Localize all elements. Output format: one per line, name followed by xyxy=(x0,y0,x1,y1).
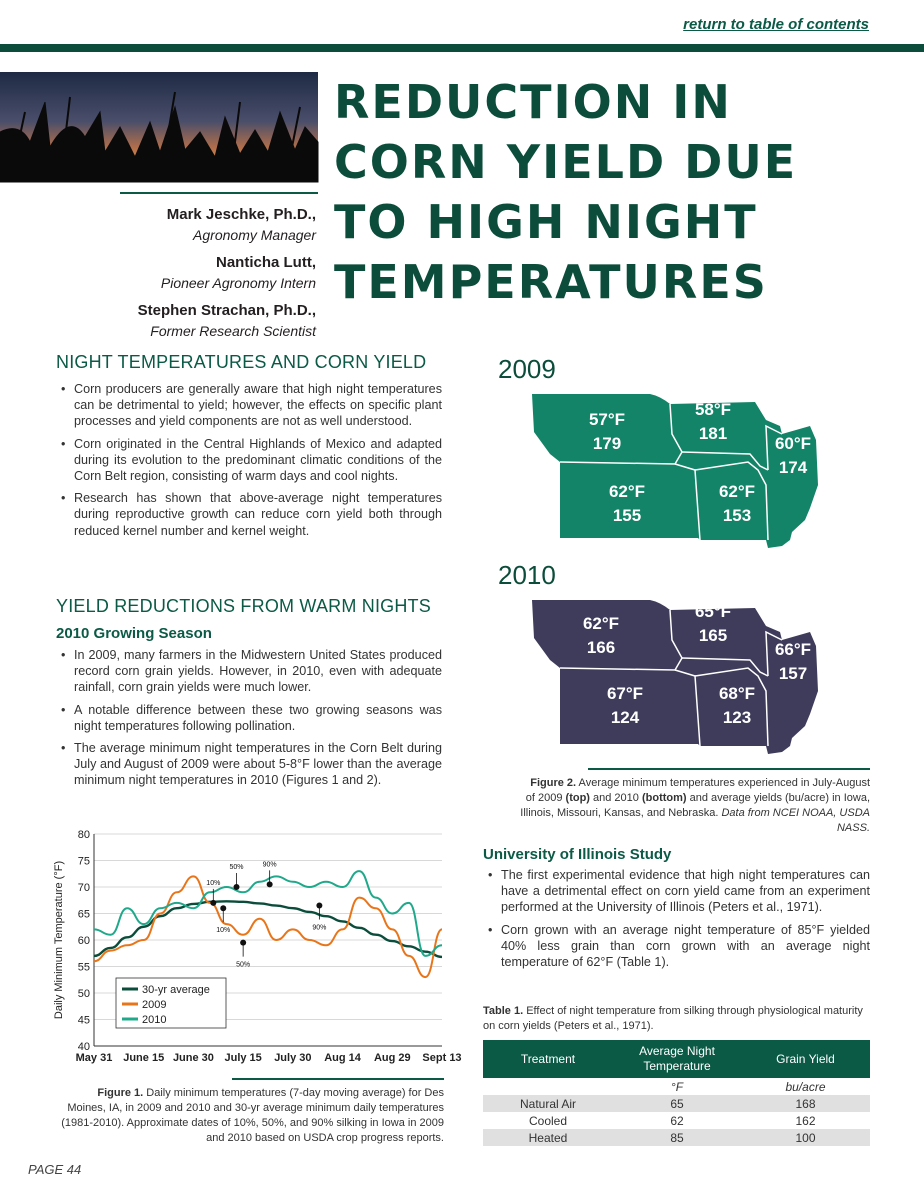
list-item: • A notable difference between these two growing seasons was night temperatures following pollination. xyxy=(56,702,442,734)
list-item: • The average minimum night temperatures in the Corn Belt during July and August of 2009 were about 5-8°F lower than the average minimum night temperatures in 2010 (Figures 1 and 2). xyxy=(56,740,442,789)
table-cell: 100 xyxy=(741,1129,870,1146)
title-line: TEMPERATURES xyxy=(334,255,768,309)
table-row xyxy=(483,1078,870,1095)
silking-label: 50% xyxy=(236,961,251,969)
table-cell: Heated xyxy=(483,1129,613,1146)
state-temp: 67°F xyxy=(606,684,644,703)
table-cell: Cooled xyxy=(528,1113,568,1128)
x-tick-label: June 30 xyxy=(172,1052,214,1064)
state-temp: 60°F xyxy=(774,434,812,453)
section-night-temperatures xyxy=(56,352,442,545)
return-to-toc-link[interactable]: return to table of contents xyxy=(683,16,869,33)
figure1-caption-rule xyxy=(232,1078,444,1080)
title-line: CORN YIELD DUE xyxy=(334,135,798,189)
table-cell: 168 xyxy=(741,1095,870,1112)
state-temp: 65°F xyxy=(694,602,732,621)
x-tick-label: June 15 xyxy=(123,1052,165,1064)
author-role: Pioneer Agronomy Intern xyxy=(160,275,316,291)
state-temp: 58°F xyxy=(694,400,732,419)
list-item: • Corn grown with an average night temperature of 85°F yielded 40% less grain than corn grown with an average night temperature of 62°F (Table 1). xyxy=(483,922,870,971)
table-cell xyxy=(483,1078,613,1095)
map-2009-year: 2009 xyxy=(498,354,556,384)
author-rule xyxy=(120,192,318,194)
author-name: Stephen Strachan, Ph.D., xyxy=(137,302,316,319)
author-role: Former Research Scientist xyxy=(150,323,316,339)
table-cell: 65 xyxy=(613,1095,741,1112)
table-row xyxy=(483,1129,870,1146)
table-header: Average Night Temperature xyxy=(613,1040,741,1078)
table-cell: °F xyxy=(670,1079,684,1094)
caption-text: and average yields (bu/acre) in Iowa, Illinois, Missouri, Kansas, and Nebraska. xyxy=(520,792,870,819)
table1-caption xyxy=(483,1004,873,1034)
legend-label: 30-yr average xyxy=(142,984,210,996)
silking-label: 50% xyxy=(229,864,244,871)
x-tick-label: May 31 xyxy=(75,1052,113,1064)
state-yield: 179 xyxy=(592,434,622,453)
state-yield: 166 xyxy=(586,638,616,657)
caption-bold: (bottom) xyxy=(641,792,687,804)
page-number: PAGE 44 xyxy=(28,1162,82,1177)
figure1-caption xyxy=(56,1086,444,1146)
state-yield: 153 xyxy=(722,506,752,525)
state-yield: 123 xyxy=(722,708,752,727)
author-list xyxy=(120,204,316,348)
author-role: Agronomy Manager xyxy=(193,227,316,243)
table-header: Treatment xyxy=(483,1040,613,1078)
state-yield: 174 xyxy=(778,458,808,477)
section-heading: YIELD REDUCTIONS FROM WARM NIGHTS xyxy=(56,596,431,616)
y-axis-label: Daily Minimum Temperature (°F) xyxy=(53,860,65,1020)
caption-text: Effect of night temperature from silking through physiological maturity on corn yields (Peters et al., 1971). xyxy=(483,1005,863,1032)
legend-label: 2010 xyxy=(142,1014,167,1026)
figure2-caption-rule xyxy=(588,768,870,770)
list-item: • Corn originated in the Central Highlands of Mexico and adapted during its evolution to the predominant climatic conditions of the Corn Belt region, consisting of warm days and cool nights. xyxy=(56,436,442,485)
cornfield-sunset-photo xyxy=(0,72,318,182)
state-yield: 165 xyxy=(698,626,728,645)
x-tick-label: Sept 13 xyxy=(422,1052,462,1064)
x-tick-label: Aug 29 xyxy=(373,1052,411,1064)
x-tick-label: July 15 xyxy=(224,1052,262,1064)
y-tick-label: 45 xyxy=(77,1014,90,1027)
y-tick-label: 80 xyxy=(77,829,90,841)
table-row xyxy=(483,1095,870,1112)
silking-label: 90% xyxy=(312,924,327,932)
table-header: Grain Yield xyxy=(741,1040,870,1078)
section-heading: NIGHT TEMPERATURES AND CORN YIELD xyxy=(56,352,427,372)
page-title xyxy=(334,72,914,312)
state-temp: 62°F xyxy=(582,614,620,633)
figure1-chart xyxy=(44,826,462,1071)
silking-label: 10% xyxy=(206,879,221,887)
y-tick-label: 70 xyxy=(77,882,90,894)
y-tick-label: 65 xyxy=(77,908,90,921)
list-item: • Research has shown that above-average night temperatures during reproductive growth can reduce corn yield both through reduced kernel number and kernel weight. xyxy=(56,490,442,539)
caption-text: and 2010 xyxy=(589,792,642,804)
silking-label: 90% xyxy=(262,861,277,869)
x-tick-label: Aug 14 xyxy=(324,1052,361,1064)
state-temp: 62°F xyxy=(608,482,646,501)
y-tick-label: 60 xyxy=(77,935,90,947)
silking-label: 10% xyxy=(216,927,231,935)
y-tick-label: 50 xyxy=(77,988,90,1000)
author-name: Mark Jeschke, Ph.D., xyxy=(166,206,316,223)
subsection-heading: University of Illinois Study xyxy=(483,846,672,863)
title-line: REDUCTION IN xyxy=(334,75,732,129)
table-cell: 162 xyxy=(795,1113,816,1128)
section-yield-reductions xyxy=(56,596,442,795)
table-cell: 62 xyxy=(670,1113,684,1128)
caption-label: Figure 2. xyxy=(530,777,577,789)
x-tick-label: July 30 xyxy=(274,1052,312,1064)
state-temp: 62°F xyxy=(718,482,756,501)
caption-source: Data from NCEI NOAA, USDA NASS. xyxy=(721,807,870,834)
state-yield: 181 xyxy=(698,424,728,443)
caption-text: Average minimum temperatures experienced in July-August of 2009 xyxy=(525,777,870,804)
header-rule xyxy=(0,44,924,52)
state-yield: 157 xyxy=(778,664,808,683)
y-tick-label: 40 xyxy=(77,1041,90,1053)
figure2-caption xyxy=(520,776,870,836)
caption-bold: (top) xyxy=(565,792,590,804)
state-yield: 155 xyxy=(612,506,642,525)
table-cell: 85 xyxy=(613,1129,741,1146)
author-name: Nanticha Lutt, xyxy=(216,254,316,271)
state-yield: 124 xyxy=(610,708,640,727)
list-item: • In 2009, many farmers in the Midwestern United States produced record corn grain yields. However, in 2010, even with adequate rainfall, corn grain yields were much lower. xyxy=(56,647,442,696)
caption-text: Daily minimum temperatures (7-day moving average) for Des Moines, IA, in 2009 and 2010 and 30-yr average minimum daily temperatures (1981-2010). Approximate dates of 10%, 50%, and 90% silking in Iowa in 2009 and 2010 based on USDA crop progress reports. xyxy=(61,1087,444,1144)
state-temp: 66°F xyxy=(774,640,812,659)
legend-label: 2009 xyxy=(142,999,167,1011)
state-temp: 57°F xyxy=(588,410,626,429)
table1 xyxy=(483,1040,870,1146)
table-cell: bu/acre xyxy=(785,1079,826,1094)
list-item: • The first experimental evidence that high night temperatures can have a detrimental effect on corn yield came from an experiment performed at the University of Illinois (Peters et al., 1971). xyxy=(483,867,870,916)
map-2009 xyxy=(520,390,830,550)
y-tick-label: 55 xyxy=(77,961,90,974)
caption-label: Table 1. xyxy=(483,1005,524,1017)
map-2010 xyxy=(520,596,830,756)
list-item: • Corn producers are generally aware that high night temperatures can be detrimental to yield; however, the effects on specific plant processes and yield components are not as well understood. xyxy=(56,381,442,430)
y-tick-label: 75 xyxy=(77,855,90,868)
figure1-chart-svg xyxy=(44,826,462,1071)
section-illinois-study xyxy=(483,846,870,976)
map-2010-year: 2010 xyxy=(498,560,556,590)
caption-label: Figure 1. xyxy=(97,1087,144,1099)
table-cell: Natural Air xyxy=(483,1095,613,1112)
subsection-heading: 2010 Growing Season xyxy=(56,625,212,642)
title-line: TO HIGH NIGHT xyxy=(334,195,758,249)
table-row xyxy=(483,1112,870,1129)
state-temp: 68°F xyxy=(718,684,756,703)
